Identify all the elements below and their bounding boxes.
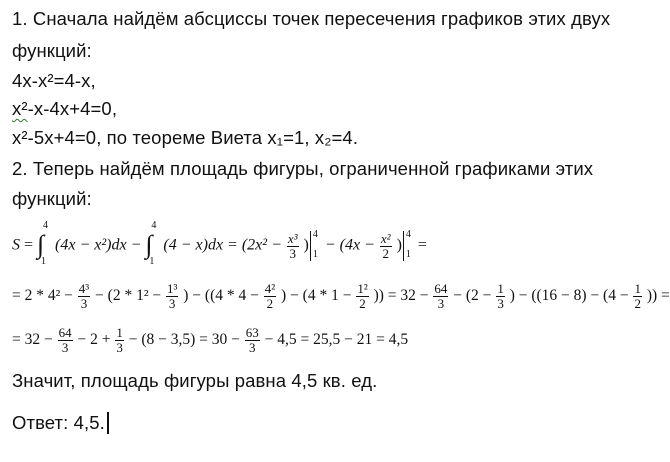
fraction-63-over-3: $\frac{63}{3}$ [245,325,259,355]
equation-2-rest: -x-4x+4=0, [27,98,118,119]
answer-text: Ответ: 4,5. [12,412,105,433]
fraction-1cubed-over-3: $\frac{\text{1³}}{3}$ [166,281,178,311]
fraction-4squared-over-2: $\frac{\text{4²}}{2}$ [264,281,276,311]
fraction-1-over-3-b: $\frac{1}{3}$ [116,325,123,355]
evaluation-bar-1: 4 1 [310,231,321,261]
equals-sign-end: = [417,236,427,254]
fraction-1squared-over-2: $\frac{\text{1²}}{2}$ [357,281,368,311]
formula-row-3: = 32 − $\frac{64}{3}$ − 2 + $\frac{1}{3}$ − (8 − 3,5) = 30 − $\frac{63}{3}$ − 4,5 = 25,5 − 21 = 4,5 [12,325,409,355]
integrand-2: (4 − x)dx = (2x² − [163,236,282,254]
fraction-x3-over-3: $\frac{\text{x³}}{3}$ [287,230,298,261]
integral-1: ∫ 4 1 [37,220,49,267]
integrand-1: (4x − x²)dx − [55,236,142,254]
equation-2-squared-term: x² [12,98,28,119]
fraction-64-over-3: $\frac{64}{3}$ [434,281,448,311]
integral-1-upper: 4 [43,220,49,231]
evaluation-bar-2: 4 1 [403,231,414,261]
integral-2-upper: 4 [151,220,157,231]
equation-3-vieta: x²-5x+4=0, по теореме Виета x₁=1, x₂=4. [12,127,359,148]
fraction-4cubed-over-3: $\frac{\text{4³}}{3}$ [78,281,90,311]
area-symbol: S [12,236,20,254]
answer-line [12,412,109,434]
equation-2 [12,98,117,120]
step1-heading-cont: функций: [12,40,92,61]
fraction-x2-over-2: $\frac{\text{x²}}{2}$ [380,230,391,261]
step2-heading-cont: функций: [12,188,92,209]
integral-2-lower: 1 [149,256,155,267]
step2-heading: 2. Теперь найдём площадь фигуры, ограниченной графиками этих [12,158,594,179]
text-cursor [107,412,109,434]
minus-4x: − (4x − [324,236,375,254]
integral-2: ∫ 4 1 [145,220,157,267]
equation-1: 4x-x²=4-x, [12,70,96,91]
integral-1-lower: 1 [41,256,47,267]
equals-sign: = [24,236,34,254]
fraction-1-over-2: $\frac{1}{2}$ [634,281,641,311]
close-paren-2: ) [396,236,402,254]
formula-row-2: = 2 * 4² − $\frac{\text{4³}}{3}$ − (2 * 1² − $\frac{\text{1³}}{3}$ ) − ((4 * 4 − $\frac{\text{4²}}{2}$ ) − (4 * 1 − $\frac{\text{1²}}{2}$ )) = 32 − $\frac{64}{3}$ − (2 − $\frac{1}{3}$ ) − ((16 − 8) − (4 − $\frac{1}{2}$ )) = [12,281,670,311]
conclusion-text: Значит, площадь фигуры равна 4,5 кв. ед. [12,370,378,391]
formula-row-1 [12,220,427,267]
fraction-64-over-3-b: $\frac{64}{3}$ [58,325,72,355]
close-paren-1: ) [303,236,309,254]
fraction-1-over-3: $\frac{1}{3}$ [497,281,504,311]
step1-heading: 1. Сначала найдём абсциссы точек пересечения графиков этих двух [12,8,611,29]
